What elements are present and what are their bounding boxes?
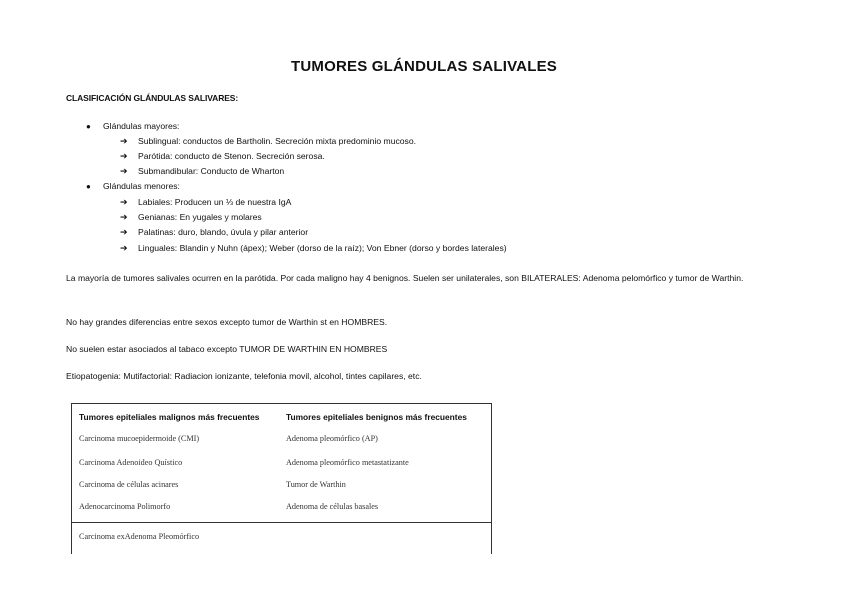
arrow-right-icon: ➔ [120, 136, 128, 146]
arrow-right-icon: ➔ [120, 197, 128, 207]
list-item-major-glands [86, 121, 179, 131]
bullet-icon: ● [86, 122, 91, 131]
bullet-icon: ● [86, 182, 91, 191]
table-cell: Adenoma pleomórfico (AP) [286, 434, 378, 443]
arrow-right-icon: ➔ [120, 166, 128, 176]
arrow-right-icon: ➔ [120, 151, 128, 161]
sublist-item-text: Submandibular: Conducto de Wharton [138, 166, 285, 176]
list-item-label: Glándulas menores: [103, 181, 180, 191]
table-header-malignant: Tumores epiteliales malignos más frecuentes [79, 412, 260, 422]
sublist-item-text: Palatinas: duro, blando, úvula y pilar anterior [138, 227, 309, 237]
table-header-benign: Tumores epiteliales benignos más frecuentes [286, 412, 467, 422]
sublist-item [120, 166, 284, 177]
table-cell: Carcinoma mucoepidermoide (CMI) [79, 434, 200, 443]
sublist-item [120, 227, 308, 238]
arrow-right-icon: ➔ [120, 212, 128, 222]
paragraph-incidence: La mayoría de tumores salivales ocurren en la parótida. Por cada maligno hay 4 benignos. Suelen ser unilaterales, son BILATERALES: Adenoma pelomórfico y tumor de Warthin. [66, 273, 744, 283]
tumor-table [71, 403, 492, 554]
sublist-item-text: Linguales: Blandin y Nuhn (ápex); Weber (dorso de la raíz); Von Ebner (dorso y bordes laterales) [138, 243, 507, 253]
sublist-item-text: Genianas: En yugales y molares [138, 212, 262, 222]
sublist-item [120, 197, 291, 208]
sublist-item [120, 136, 416, 147]
table-cell: Adenoma pleomórfico metastatizante [286, 458, 409, 467]
table-cell: Tumor de Warthin [286, 480, 346, 489]
list-item-label: Glándulas mayores: [103, 121, 180, 131]
paragraph-tobacco: No suelen estar asociados al tabaco excepto TUMOR DE WARTHIN EN HOMBRES [66, 344, 388, 354]
paragraph-etiopathogenesis: Etiopatogenia: Mutifactorial: Radiacion ionizante, telefonia movil, alcohol, tintes capilares, etc. [66, 371, 422, 381]
classification-heading: CLASIFICACIÓN GLÁNDULAS SALIVARES: [66, 93, 239, 103]
sublist-item [120, 151, 325, 162]
list-item-minor-glands [86, 181, 180, 191]
paragraph-sex-differences: No hay grandes diferencias entre sexos excepto tumor de Warthin st en HOMBRES. [66, 317, 388, 327]
table-cell: Carcinoma exAdenoma Pleomórfico [79, 532, 200, 541]
sublist-item-text: Sublingual: conductos de Bartholin. Secreción mixta predominio mucoso. [138, 136, 417, 146]
arrow-right-icon: ➔ [120, 227, 128, 237]
sublist-item [120, 243, 507, 254]
document-title: TUMORES GLÁNDULAS SALIVALES [291, 58, 557, 75]
sublist-item [120, 212, 262, 223]
sublist-item-text: Parótida: conducto de Stenon. Secreción serosa. [138, 151, 325, 161]
table-divider [72, 522, 491, 523]
table-cell: Adenoma de células basales [286, 502, 379, 511]
sublist-item-text: Labiales: Producen un ⅓ de nuestra IgA [138, 197, 292, 207]
table-cell: Carcinoma de células acinares [79, 480, 179, 489]
table-cell: Adenocarcinoma Polimorfo [79, 502, 171, 511]
table-cell: Carcinoma Adenoideo Quístico [79, 458, 183, 467]
arrow-right-icon: ➔ [120, 243, 128, 253]
